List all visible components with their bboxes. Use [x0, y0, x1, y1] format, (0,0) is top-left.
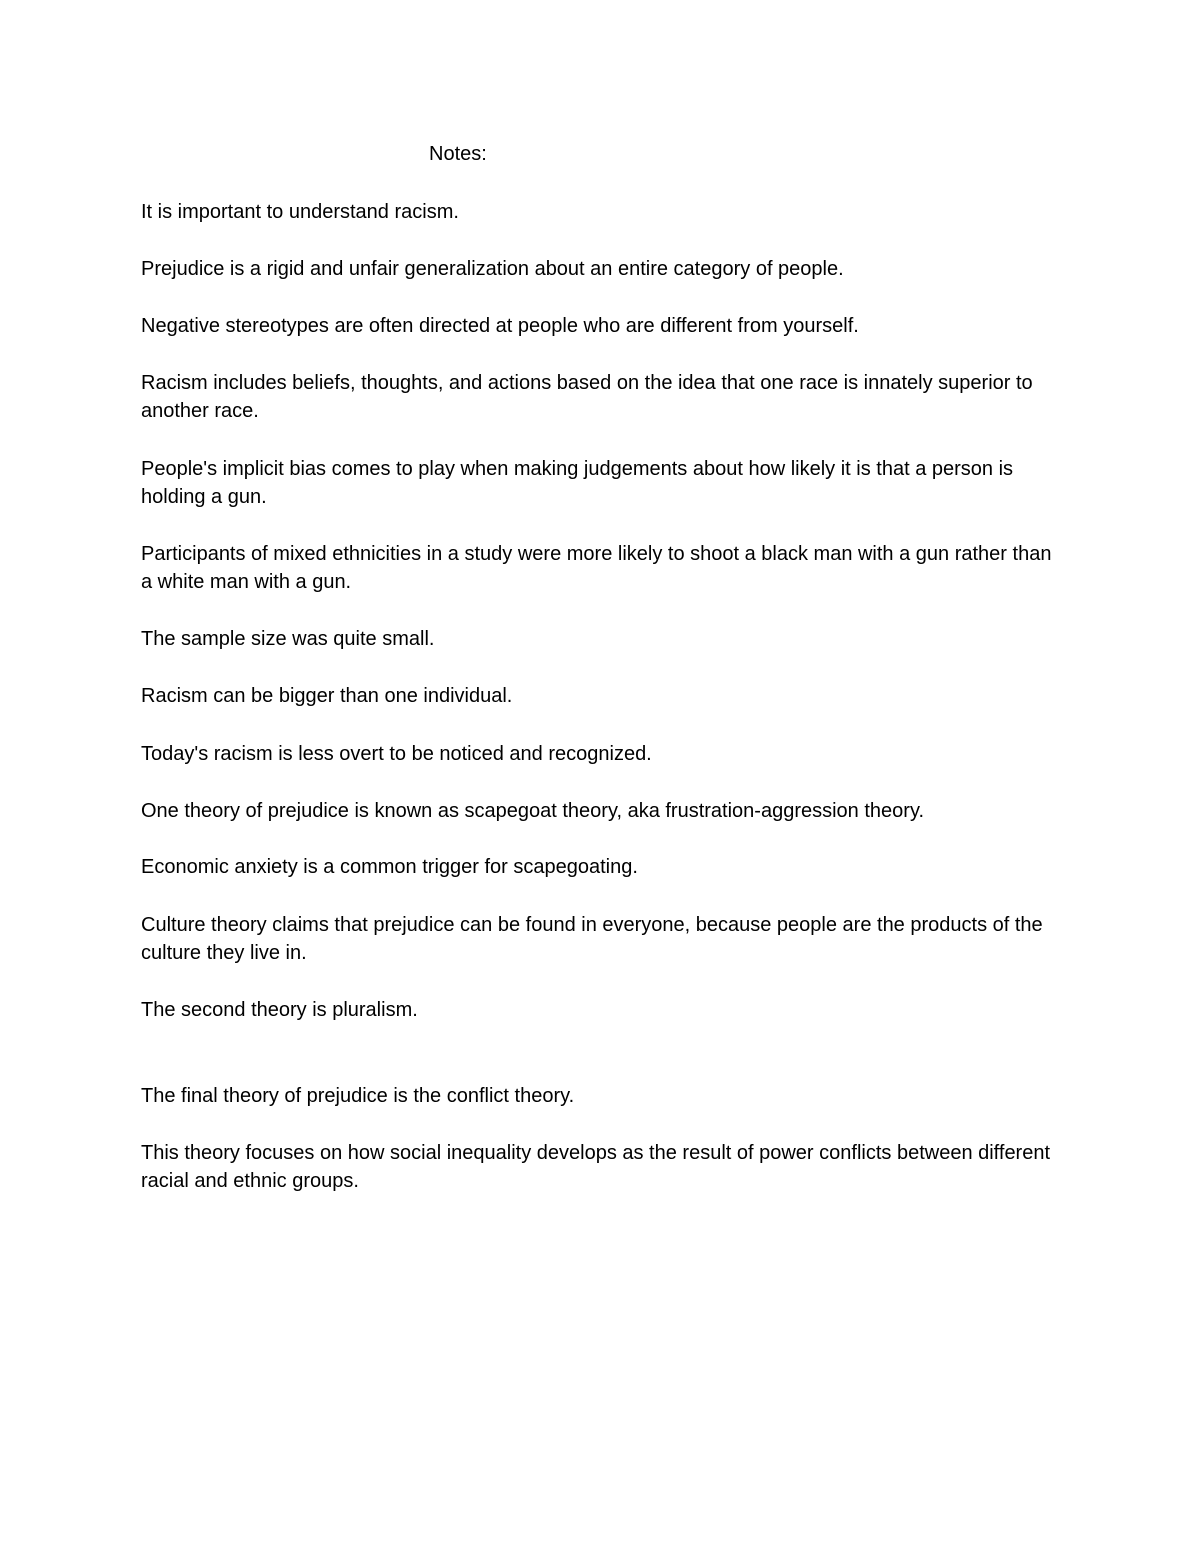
- paragraph: The final theory of prejudice is the conflict theory.: [141, 1085, 575, 1107]
- paragraph: Racism can be bigger than one individual.: [141, 685, 513, 707]
- paragraph: Culture theory claims that prejudice can be found in everyone, because people are the products of the culture they live in.: [141, 914, 1043, 964]
- paragraph: One theory of prejudice is known as scapegoat theory, aka frustration-aggression theory.: [141, 800, 925, 822]
- paragraph: The sample size was quite small.: [141, 628, 435, 650]
- paragraph: The second theory is pluralism.: [141, 999, 418, 1021]
- paragraph: This theory focuses on how social inequality develops as the result of power conflicts between different racial and ethnic groups.: [141, 1142, 1051, 1192]
- paragraph: Participants of mixed ethnicities in a study were more likely to shoot a black man with a gun rather than a white man with a gun.: [141, 543, 1052, 593]
- paragraph: Racism includes beliefs, thoughts, and actions based on the idea that one race is innately superior to another race.: [141, 372, 1033, 422]
- paragraph: Negative stereotypes are often directed at people who are different from yourself.: [141, 315, 859, 337]
- paragraph: Economic anxiety is a common trigger for scapegoating.: [141, 856, 638, 878]
- paragraph: Today's racism is less overt to be noticed and recognized.: [141, 743, 652, 765]
- paragraph: It is important to understand racism.: [141, 201, 459, 223]
- document-title: Notes:: [429, 143, 487, 165]
- paragraph: People's implicit bias comes to play when making judgements about how likely it is that a person is holding a gun.: [141, 458, 1014, 508]
- paragraph: Prejudice is a rigid and unfair generalization about an entire category of people.: [141, 258, 844, 280]
